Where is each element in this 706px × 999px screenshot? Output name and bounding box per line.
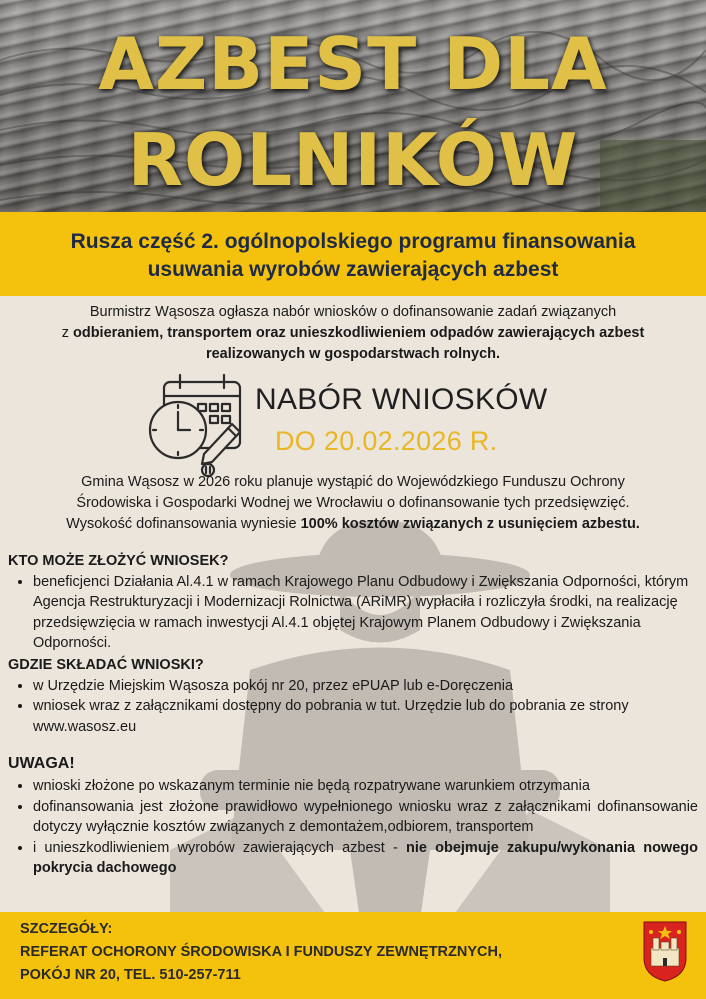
funding-info <box>20 472 686 535</box>
who-list <box>8 572 698 654</box>
footer-line3: POKÓJ NR 20, TEL. 510-257-711 <box>20 967 241 983</box>
who-section <box>8 551 698 654</box>
who-heading: KTO MOŻE ZŁOŻYĆ WNIOSEK? <box>8 553 229 569</box>
warning-section <box>8 752 698 879</box>
deadline-date: DO 20.02.2026 R. <box>275 426 498 456</box>
intro-line2-prefix: z <box>61 325 73 341</box>
subtitle-line1: Rusza część 2. ogólnopolskiego programu finansowania <box>70 230 636 253</box>
calendar-clock-icon <box>146 372 246 478</box>
funding-info-line3-prefix: Wysokość dofinansowania wyniesie <box>66 516 301 532</box>
where-section <box>8 655 698 737</box>
list-item: • wnioski złożone po wskazanym terminie nie będą rozpatrywane warunkiem otrzymania <box>33 776 698 797</box>
hero-title-line1: AZBEST DLA <box>98 22 608 106</box>
intro-line3-bold: realizowanych w gospodarstwach rolnych. <box>205 346 501 362</box>
subtitle <box>20 228 686 284</box>
intro-line2 <box>30 323 676 344</box>
intro-line1: Burmistrz Wąsosza ogłasza nabór wniosków o dofinansowanie zadań związanych <box>89 304 617 320</box>
list-item: • w Urzędzie Miejskim Wąsosza pokój nr 20, przez ePUAP lub e-Doręczenia <box>33 676 698 697</box>
warning-list <box>8 776 698 879</box>
list-item: • dofinansowania jest złożone prawidłowo wypełnionego wniosku wraz z załącznikami dofinansowanie dotyczy wyłącznie kosztów związanych z demontażem,odbiorem, transportem <box>33 797 698 838</box>
funding-info-line1: Gmina Wąsosz w 2026 roku planuje wystąpić do Wojewódzkiego Funduszu Ochrony <box>81 474 625 490</box>
footer-line2: REFERAT OCHORONY ŚRODOWISKA I FUNDUSZY ZEWNĘTRZNYCH, <box>20 944 502 960</box>
footer-line1: SZCZEGÓŁY: <box>20 921 113 937</box>
list-item: • beneficjenci Działania Al.4.1 w ramach Krajowego Planu Odbudowy i Zwiększania Odporności, którym Agencja Restrukturyzacji i Modernizacji Rolnictwa (ARiMR) wypłaciła i rozliczyła środki, na realizację przedsięwzięcia w ramach inwestycji Al.4.1 objętej Krajowym Planem Odbudowy i Zwiększania Odporności. <box>33 572 698 654</box>
footer-contact <box>20 918 502 987</box>
funding-info-line2: Środowiska i Gospodarki Wodnej we Wrocławiu o dofinansowanie tych przedsięwzięć. <box>76 495 630 511</box>
where-list <box>8 676 698 738</box>
funding-info-line3 <box>20 514 686 535</box>
intro-line3 <box>30 344 676 365</box>
funding-info-line3-bold: 100% kosztów związanych z usunięciem azbestu. <box>300 516 640 532</box>
warning-heading: UWAGA! <box>8 755 75 772</box>
hero-title-line2: ROLNIKÓW <box>127 118 579 202</box>
intro-text <box>30 302 676 365</box>
list-item <box>33 838 698 879</box>
hero-banner <box>0 0 706 212</box>
where-heading: GDZIE SKŁADAĆ WNIOSKI? <box>8 657 204 673</box>
warning-item3-bold: nie obejmuje zakupu/wykonania nowego pokrycia dachowego <box>33 839 698 876</box>
deadline-heading: NABÓR WNIOSKÓW <box>255 383 548 416</box>
list-item: • wniosek wraz z załącznikami dostępny do pobrania w tut. Urzędzie lub do pobrania ze strony www.wasosz.eu <box>33 696 698 737</box>
subtitle-line2: usuwania wyrobów zawierających azbest <box>147 258 559 281</box>
warning-item3-prefix: i unieszkodliwieniem wyrobów zawierających azbest - <box>33 839 406 856</box>
intro-line2-bold: odbieraniem, transportem oraz unieszkodliwieniem odpadów zawierających azbest <box>72 325 645 341</box>
town-crest-icon <box>642 920 688 982</box>
